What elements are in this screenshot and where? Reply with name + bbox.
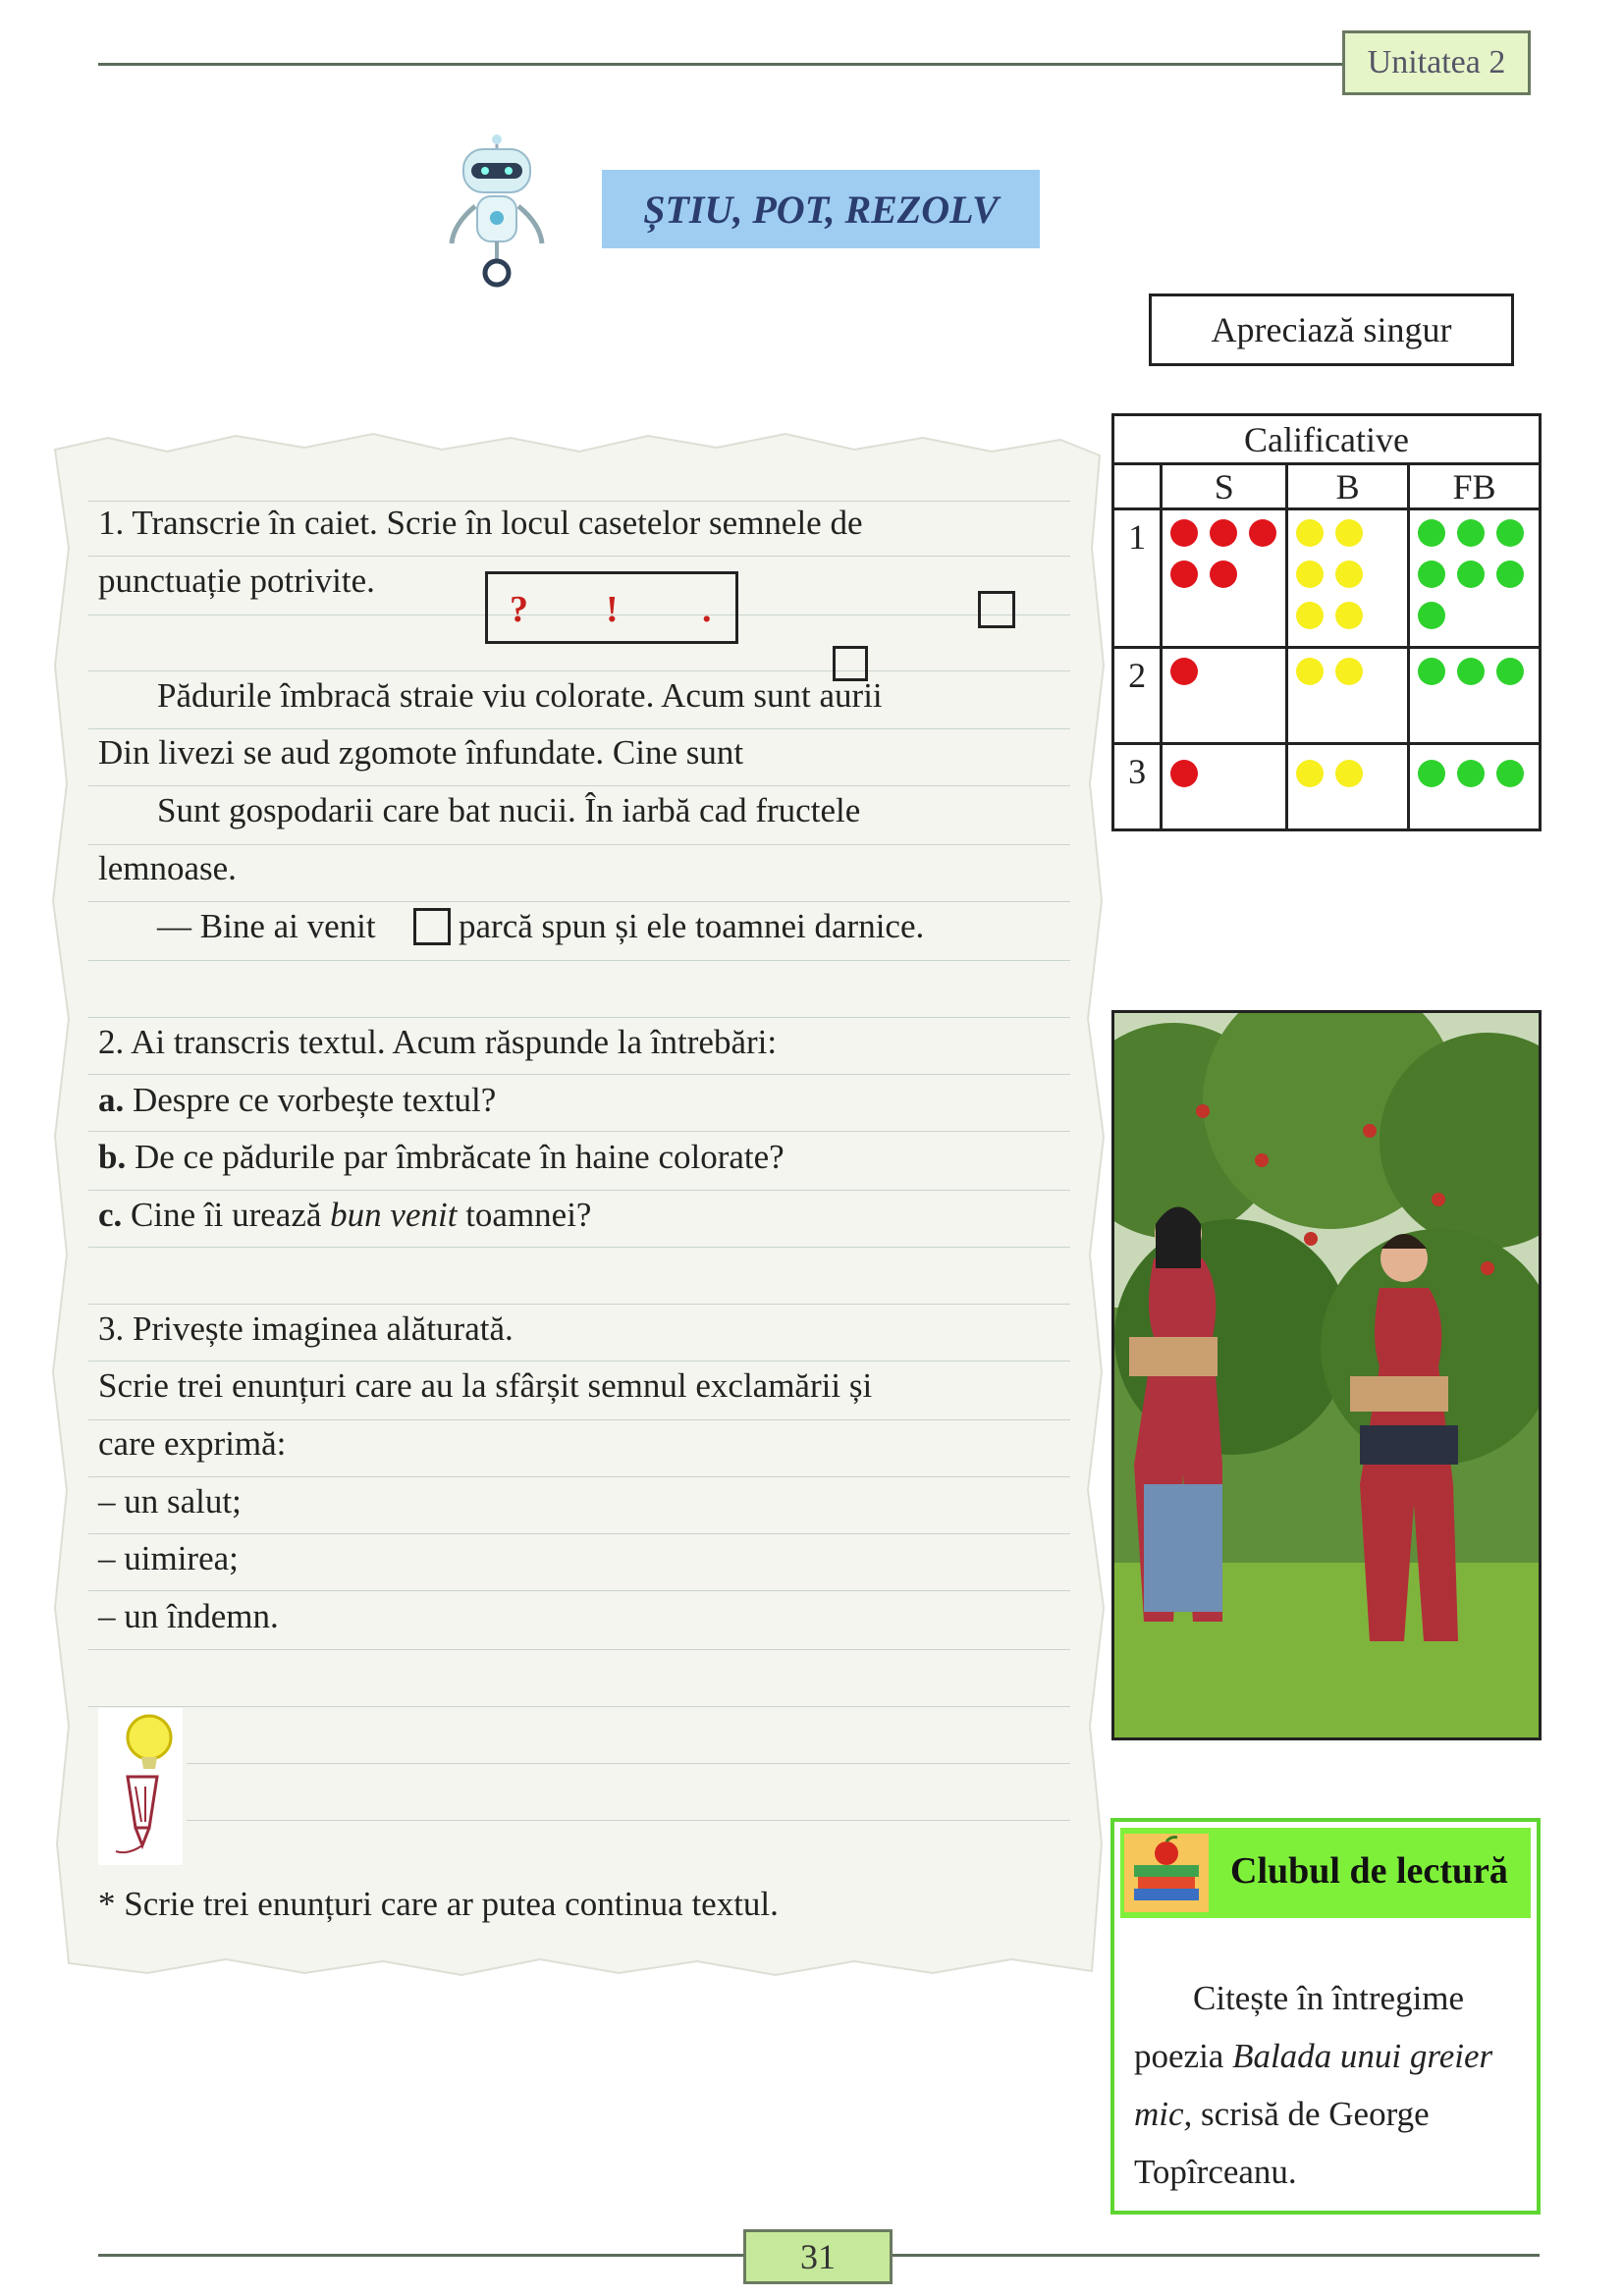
ruled-line xyxy=(88,1590,1070,1591)
grade-header-fb: FB xyxy=(1409,464,1541,509)
section-title: ȘTIU, POT, REZOLV xyxy=(602,170,1040,248)
ruled-line xyxy=(88,1017,1070,1018)
exercise2-intro: 2. Ai transcris textul. Acum răspunde la întrebări: xyxy=(98,1023,778,1061)
grade-dot xyxy=(1496,658,1524,685)
reading-club-title: Clubul de lectură xyxy=(1230,1850,1508,1892)
grade-dot xyxy=(1210,519,1237,547)
reading-club-panel xyxy=(1110,1818,1541,2215)
reading-club-text: Citește în întregime xyxy=(1193,1979,1465,2017)
ruled-line xyxy=(187,1763,1070,1764)
orchard-photo xyxy=(1111,1010,1542,1740)
grade-cell-s xyxy=(1162,509,1287,648)
question-mark: ? xyxy=(510,589,528,630)
ruled-line xyxy=(88,1476,1070,1477)
header-rule xyxy=(98,63,1343,66)
grade-dot xyxy=(1496,519,1524,547)
grade-dot xyxy=(1296,561,1324,588)
grade-dot xyxy=(1418,561,1445,588)
grade-cell-s xyxy=(1162,744,1287,830)
ruled-line xyxy=(88,728,1070,729)
ruled-line xyxy=(88,501,1070,502)
reading-club-text xyxy=(1134,2095,1430,2134)
extra-task: * Scrie trei enunțuri care ar putea continua textul. xyxy=(98,1885,779,1923)
question-a xyxy=(98,1082,496,1119)
grade-dot xyxy=(1496,561,1524,588)
ruled-line xyxy=(88,1533,1070,1534)
blank-box xyxy=(413,908,451,945)
row-number: 1 xyxy=(1113,509,1162,648)
question-text: De ce pădurile par îmbrăcate în haine colorate? xyxy=(126,1138,785,1176)
exercise3-line: Scrie trei enunțuri care au la sfârșit semnul exclamării și xyxy=(98,1366,873,1405)
reading-club-header xyxy=(1120,1828,1531,1918)
grade-dot xyxy=(1418,760,1445,787)
ruled-line xyxy=(88,1361,1070,1362)
text-line: Din livezi se aud zgomote înfundate. Cine sunt xyxy=(98,733,744,772)
ruled-line xyxy=(88,1074,1070,1075)
books-apple-icon xyxy=(1124,1834,1209,1912)
grade-dot xyxy=(1249,519,1276,547)
punctuation-marks-box xyxy=(485,571,738,644)
grade-header-s: S xyxy=(1162,464,1287,509)
grade-dot xyxy=(1335,658,1363,685)
ruled-line xyxy=(88,785,1070,786)
grade-dot xyxy=(1457,658,1485,685)
grade-dot xyxy=(1335,561,1363,588)
question-b xyxy=(98,1139,785,1176)
self-assessment-label: Apreciază singur xyxy=(1149,294,1514,366)
grades-table-title: Calificative xyxy=(1113,415,1541,464)
ruled-line xyxy=(88,1419,1070,1420)
question-text: Despre ce vorbește textul? xyxy=(124,1081,497,1119)
grade-cell-b xyxy=(1287,744,1409,830)
reading-club-text-part: poezia xyxy=(1134,2037,1233,2075)
grade-dot xyxy=(1296,602,1324,629)
grade-dot xyxy=(1457,561,1485,588)
grade-dot xyxy=(1335,760,1363,787)
text-line: — Bine ai venit xyxy=(157,907,376,945)
period-mark: . xyxy=(702,589,712,630)
reading-club-text xyxy=(1134,2037,1492,2076)
unit-label: Unitatea 2 xyxy=(1342,30,1531,95)
grades-header-empty xyxy=(1113,464,1162,509)
reading-club-text: Topîrceanu. xyxy=(1134,2153,1297,2191)
exclamation-mark: ! xyxy=(606,589,619,630)
ruled-line xyxy=(88,844,1070,845)
text-line: Sunt gospodarii care bat nucii. În iarbă cad fructele xyxy=(157,791,861,829)
grade-dot xyxy=(1296,519,1324,547)
exercise1-instruction-cont: punctuație potrivite. xyxy=(98,561,375,600)
grade-dot xyxy=(1457,519,1485,547)
text-line: lemnoase. xyxy=(98,849,237,887)
exercise3-line: – uimirea; xyxy=(98,1539,239,1577)
question-text-italic: bun venit xyxy=(330,1196,458,1234)
grade-dot xyxy=(1210,561,1237,588)
grade-cell-s xyxy=(1162,648,1287,744)
question-c xyxy=(98,1197,591,1234)
grade-dot xyxy=(1457,760,1485,787)
grade-dot xyxy=(1335,602,1363,629)
grades-table xyxy=(1111,413,1542,831)
exercise3-line: care exprimă: xyxy=(98,1424,287,1463)
ruled-line xyxy=(88,556,1070,557)
lightbulb-pencil-icon xyxy=(98,1708,183,1865)
reading-club-poem-title: Balada unui greier xyxy=(1232,2037,1493,2075)
question-text: toamnei? xyxy=(457,1196,592,1234)
grade-header-b: B xyxy=(1287,464,1409,509)
row-number: 3 xyxy=(1113,744,1162,830)
exercise1-instruction: 1. Transcrie în caiet. Scrie în locul casetelor semnele de xyxy=(98,504,863,542)
grade-dot xyxy=(1418,602,1445,629)
exercise3-line: – un salut; xyxy=(98,1482,242,1521)
grade-cell-b xyxy=(1287,648,1409,744)
grade-cell-fb xyxy=(1409,744,1541,830)
grade-dot xyxy=(1496,760,1524,787)
grade-cell-fb xyxy=(1409,509,1541,648)
page-number: 31 xyxy=(743,2229,893,2284)
question-text: Cine îi urează xyxy=(122,1196,331,1234)
grade-dot xyxy=(1296,658,1324,685)
question-letter: b. xyxy=(98,1138,127,1176)
question-letter: a. xyxy=(98,1081,125,1119)
grade-cell-b xyxy=(1287,509,1409,648)
grade-dot xyxy=(1170,658,1198,685)
grade-dot xyxy=(1418,658,1445,685)
exercise3-line: – un îndemn. xyxy=(98,1597,279,1635)
ruled-line xyxy=(88,1649,1070,1650)
grade-dot xyxy=(1418,519,1445,547)
grade-dot xyxy=(1170,519,1198,547)
grade-cell-fb xyxy=(1409,648,1541,744)
ruled-line xyxy=(88,960,1070,961)
robot-icon xyxy=(440,133,554,294)
exercise3-line: 3. Privește imaginea alăturată. xyxy=(98,1309,514,1348)
question-letter: c. xyxy=(98,1196,123,1234)
grade-dot xyxy=(1335,519,1363,547)
blank-box xyxy=(978,591,1015,628)
text-line: Pădurile îmbracă straie viu colorate. Acum sunt aurii xyxy=(157,676,883,715)
grade-dot xyxy=(1170,561,1198,588)
ruled-line xyxy=(88,1190,1070,1191)
grade-dot xyxy=(1170,760,1198,787)
row-number: 2 xyxy=(1113,648,1162,744)
ruled-line xyxy=(88,1131,1070,1132)
text-line: parcă spun și ele toamnei darnice. xyxy=(459,907,925,945)
ruled-line xyxy=(88,1247,1070,1248)
reading-club-poem-title: mic, xyxy=(1134,2095,1193,2133)
ruled-line xyxy=(88,1304,1070,1305)
ruled-line xyxy=(88,670,1070,671)
grade-dot xyxy=(1296,760,1324,787)
reading-club-text-part: scrisă de George xyxy=(1192,2095,1430,2133)
ruled-line xyxy=(88,1706,1070,1707)
ruled-line xyxy=(187,1820,1070,1821)
ruled-line xyxy=(88,901,1070,902)
